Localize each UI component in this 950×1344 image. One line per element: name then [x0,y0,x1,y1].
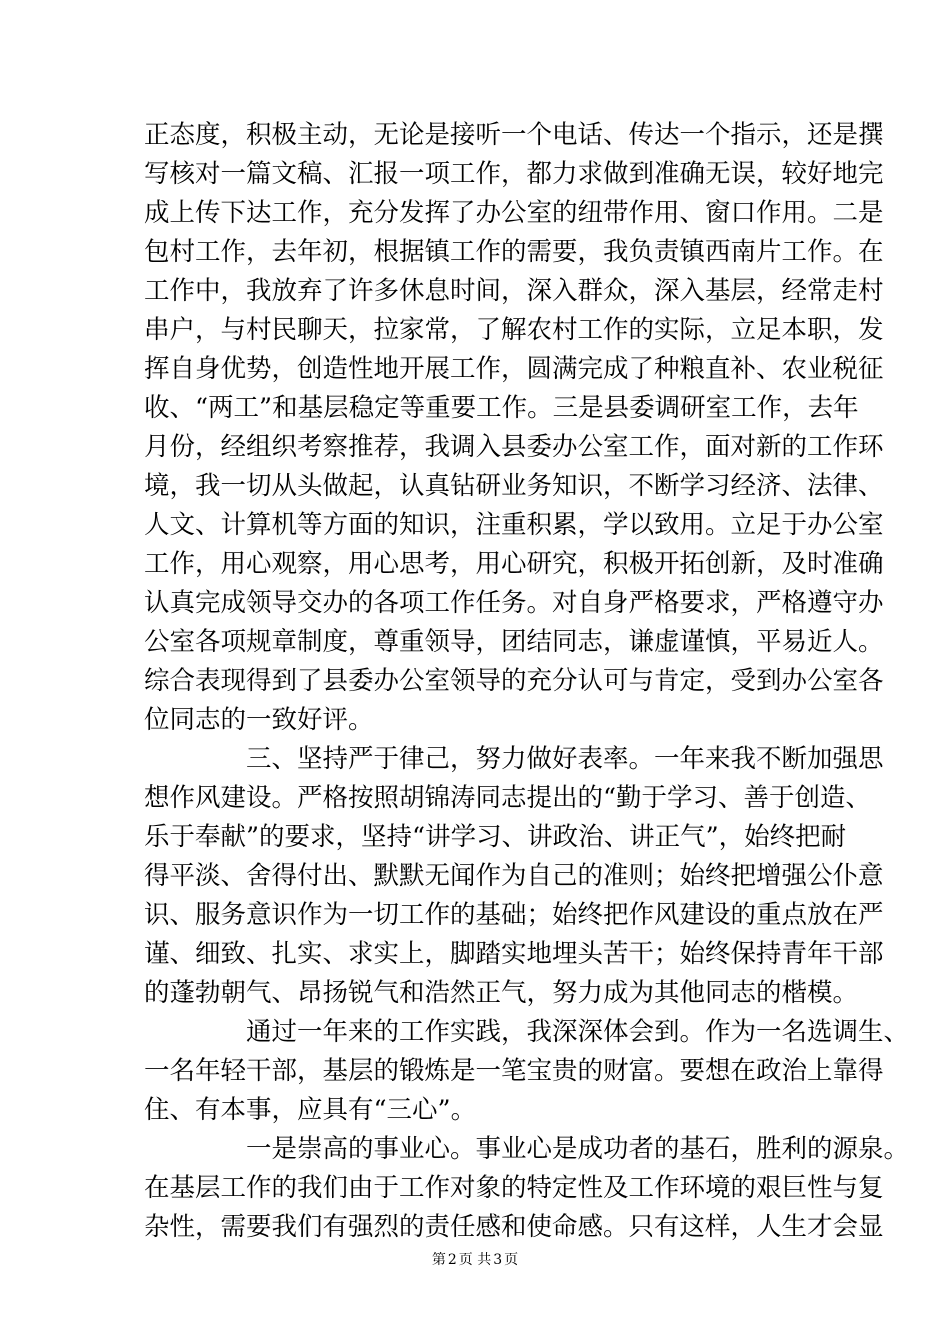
text-line: 谨、细致、扎实、求实上，脚踏实地埋头苦干；始终保持青年干部 [144,939,884,969]
text-line: 写核对一篇文稿、汇报一项工作，都力求做到准确无误，较好地完 [144,159,884,189]
text-line: 得平淡、舍得付出、默默无闻作为自己的准则；始终把增强公仆意 [144,861,884,891]
text-line: 在基层工作的我们由于工作对象的特定性及工作环境的艰巨性与复 [144,1173,884,1203]
text-line: 想作风建设。严格按照胡锦涛同志提出的“勤于学习、善于创造、 [144,783,872,813]
text-line: 公室各项规章制度，尊重领导，团结同志，谦虚谨慎，平易近人。 [144,627,884,657]
text-line: 境，我一切从头做起，认真钻研业务知识，不断学习经济、法律、 [144,471,884,501]
text-line: 住、有本事，应具有“三心”。 [144,1095,477,1125]
text-line: 月份，经组织考察推荐，我调入县委办公室工作，面对新的工作环 [144,432,884,462]
text-line: 认真完成领导交办的各项工作任务。对自身严格要求，严格遵守办 [144,588,884,618]
text-line: 正态度，积极主动，无论是接听一个电话、传达一个指示，还是撰 [144,120,884,150]
text-line: 挥自身优势，创造性地开展工作，圆满完成了种粮直补、农业税征 [144,354,884,384]
footer-end-label: 页 [504,1252,519,1268]
footer-page-label: 第 [431,1252,446,1268]
text-line: 收、“两工”和基层稳定等重要工作。三是县委调研室工作，去年 [144,393,859,423]
text-line: 包村工作，去年初，根据镇工作的需要，我负责镇西南片工作。在 [144,237,884,267]
text-line: 位同志的一致好评。 [144,705,374,735]
text-line: 工作，用心观察，用心思考，用心研究，积极开拓创新，及时准确 [144,549,884,579]
page-footer [0,1251,950,1269]
footer-total-pages: 3 [493,1252,503,1268]
paragraph-start-line: 通过一年来的工作实践，我深深体会到。作为一名选调生、 [246,1017,910,1047]
text-line: 综合表现得到了县委办公室领导的充分认可与肯定，受到办公室各 [144,666,884,696]
text-line: 杂性，需要我们有强烈的责任感和使命感。只有这样，人生才会显 [144,1212,884,1242]
text-line: 成上传下达工作，充分发挥了办公室的纽带作用、窗口作用。二是 [144,198,884,228]
text-line: 串户，与村民聊天，拉家常，了解农村工作的实际，立足本职，发 [144,315,884,345]
text-line: 人文、计算机等方面的知识，注重积累，学以致用。立足于办公室 [144,510,884,540]
paragraph-start-line: 一是崇高的事业心。事业心是成功者的基石，胜利的源泉。 [246,1134,910,1164]
paragraph-start-line: 三、坚持严于律己，努力做好表率。一年来我不断加强思 [246,744,884,774]
footer-middle-label: 页 共 [458,1252,492,1268]
footer-current-page: 2 [447,1252,457,1268]
text-line: 识、服务意识作为一切工作的基础；始终把作风建设的重点放在严 [144,900,884,930]
text-line: 工作中，我放弃了许多休息时间，深入群众，深入基层，经常走村 [144,276,884,306]
text-line: 乐于奉献”的要求，坚持“讲学习、讲政治、讲正气”，始终把耐 [144,822,847,852]
text-line: 一名年轻干部，基层的锻炼是一笔宝贵的财富。要想在政治上靠得 [144,1056,884,1086]
text-line: 的蓬勃朝气、昂扬锐气和浩然正气，努力成为其他同志的楷模。 [144,978,859,1008]
